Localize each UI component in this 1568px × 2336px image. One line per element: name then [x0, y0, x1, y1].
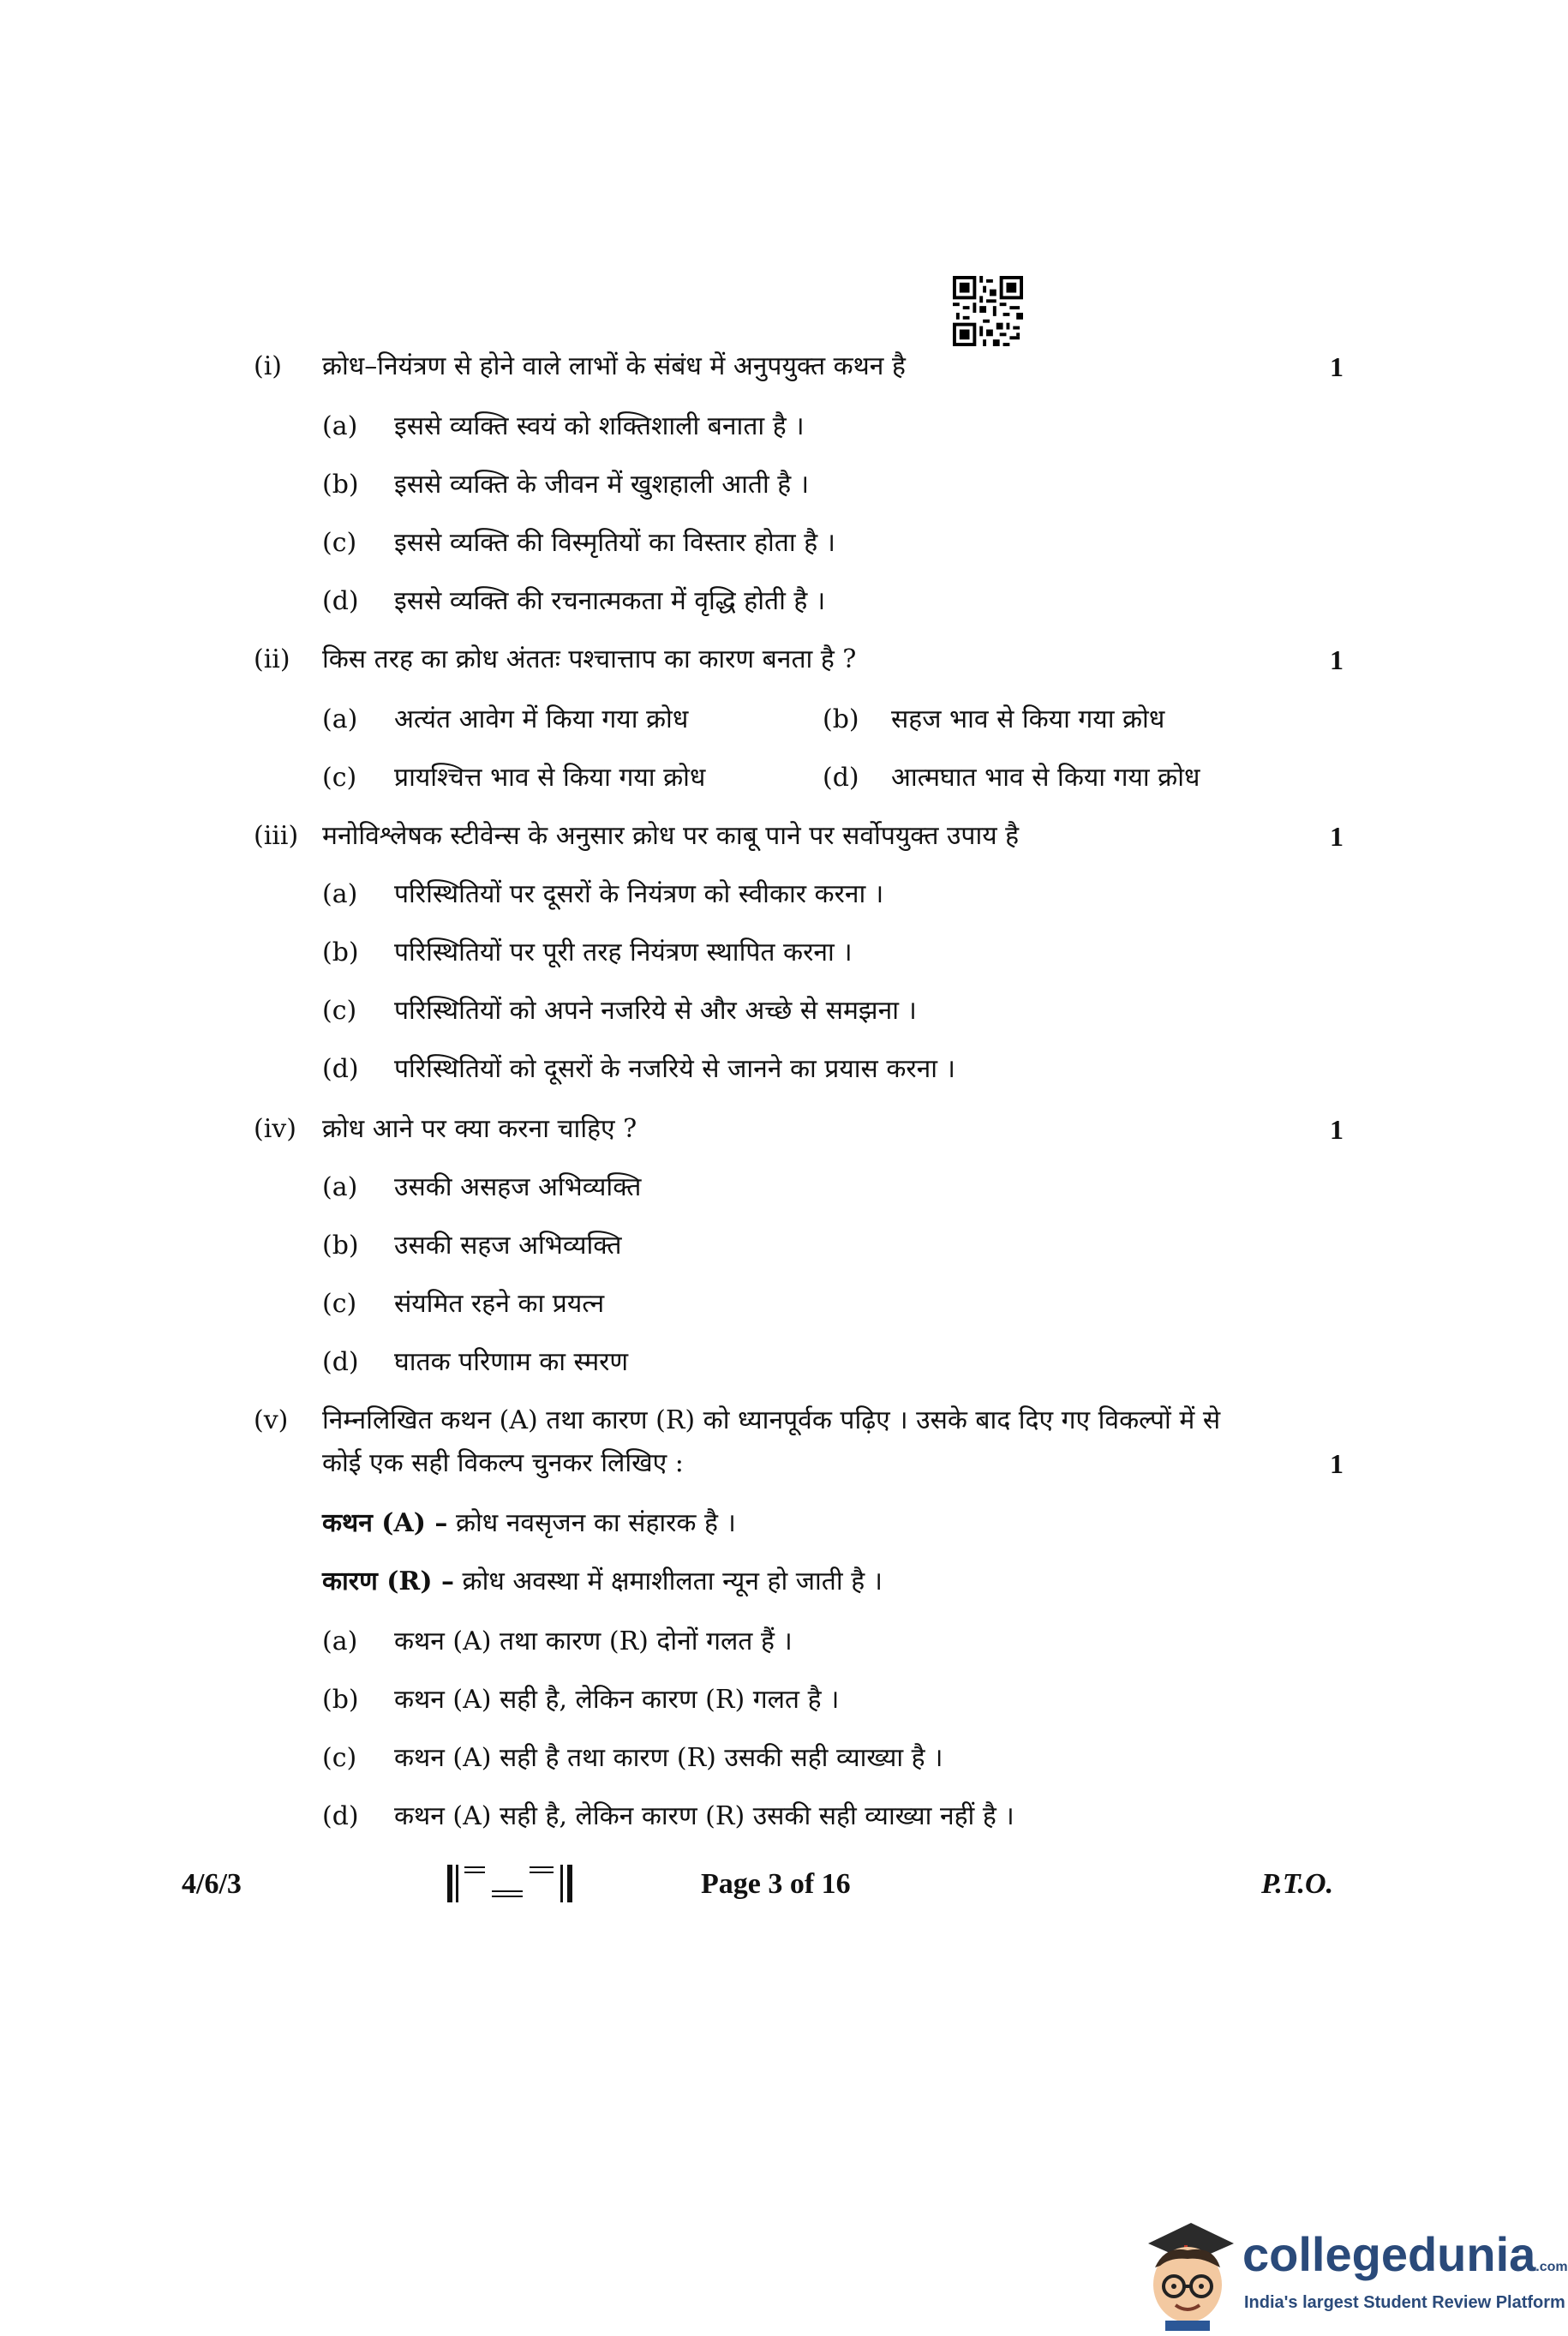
option-text: आत्मघात भाव से किया गया क्रोध — [891, 763, 1200, 793]
option-text: परिस्थितियों पर पूरी तरह नियंत्रण स्थापित करना । — [394, 937, 853, 967]
question-text: क्रोध–नियंत्रण से होने वाले लाभों के संबंध में अनुपयुक्त कथन है — [322, 351, 906, 381]
option-text: घातक परिणाम का स्मरण — [394, 1347, 629, 1377]
question-marks: 1 — [1330, 644, 1344, 675]
question-number: (i) — [254, 351, 283, 381]
pto-label: P.T.O. — [1261, 1868, 1334, 1900]
option-text: परिस्थितियों को दूसरों के नजरिये से जानने का प्रयास करना । — [394, 1054, 955, 1084]
question-text-line-2: कोई एक सही विकल्प चुनकर लिखिए : — [322, 1448, 684, 1478]
question-marks: 1 — [1330, 1448, 1344, 1479]
option-text: कथन (A) सही है, लेकिन कारण (R) उसकी सही व्याख्या नहीं है । — [394, 1801, 1014, 1831]
question-number: (iii) — [254, 821, 299, 851]
option-text: प्रायश्चित्त भाव से किया गया क्रोध — [394, 763, 706, 793]
option-text: अत्यंत आवेग में किया गया क्रोध — [394, 704, 689, 734]
option-label: (b) — [322, 470, 359, 500]
option-label: (d) — [823, 763, 859, 793]
question-text: मनोविश्लेषक स्टीवेन्स के अनुसार क्रोध पर काबू पाने पर सर्वोपयुक्त उपाय है — [322, 821, 1020, 851]
option-label: (d) — [322, 1801, 359, 1831]
option-label: (d) — [322, 1054, 359, 1084]
brand-tagline: India's largest Student Review Platform — [1244, 2293, 1565, 2312]
question-number: (v) — [254, 1405, 289, 1435]
option-label: (c) — [322, 996, 357, 1026]
option-label: (d) — [322, 586, 359, 616]
option-label: (d) — [322, 1347, 359, 1377]
option-text: इससे व्यक्ति की विस्मृतियों का विस्तार होता है । — [394, 528, 836, 558]
option-text: कथन (A) सही है, लेकिन कारण (R) गलत है । — [394, 1685, 840, 1715]
paper-code: 4/6/3 — [182, 1868, 242, 1900]
option-label: (b) — [322, 1685, 359, 1715]
option-label: (a) — [322, 1172, 358, 1202]
qr-code-icon — [953, 276, 1023, 346]
collegedunia-logo — [1131, 2211, 1568, 2331]
question-text: किस तरह का क्रोध अंततः पश्चात्ताप का कारण बनता है ? — [322, 644, 857, 674]
option-text: इससे व्यक्ति के जीवन में खुशहाली आती है । — [394, 470, 810, 500]
question-marks: 1 — [1330, 351, 1344, 382]
brand-wordmark — [1242, 2226, 1568, 2282]
option-label: (c) — [322, 763, 357, 793]
option-text: परिस्थितियों को अपने नजरिये से और अच्छे से समझना । — [394, 996, 917, 1026]
option-label: (a) — [322, 704, 358, 734]
barcode-icon — [447, 1861, 576, 1906]
brand-name: collegedunia — [1242, 2227, 1536, 2281]
question-marks: 1 — [1330, 821, 1344, 852]
option-text: कथन (A) सही है तथा कारण (R) उसकी सही व्याख्या है । — [394, 1743, 943, 1773]
option-text: उसकी सहज अभिव्यक्ति — [394, 1231, 622, 1261]
question-text-line-1: निम्नलिखित कथन (A) तथा कारण (R) को ध्यानपूर्वक पढ़िए । उसके बाद दिए गए विकल्पों में से — [322, 1405, 1221, 1435]
option-text: सहज भाव से किया गया क्रोध — [891, 704, 1165, 734]
option-label: (c) — [322, 528, 357, 558]
option-text: संयमित रहने का प्रयत्न — [394, 1289, 605, 1319]
option-text: इससे व्यक्ति की रचनात्मकता में वृद्धि होती है । — [394, 586, 826, 616]
option-label: (a) — [322, 879, 358, 909]
reason-statement — [322, 1566, 883, 1597]
option-text: उसकी असहज अभिव्यक्ति — [394, 1172, 642, 1202]
option-label: (c) — [322, 1743, 357, 1773]
reason-label: कारण (R) – — [322, 1566, 454, 1596]
option-label: (a) — [322, 1626, 358, 1656]
page-number: Page 3 of 16 — [701, 1868, 851, 1900]
brand-suffix: .com — [1535, 2260, 1568, 2274]
option-text: कथन (A) तथा कारण (R) दोनों गलत हैं । — [394, 1626, 793, 1656]
option-label: (b) — [322, 937, 359, 967]
option-label: (a) — [322, 411, 358, 441]
option-text: इससे व्यक्ति स्वयं को शक्तिशाली बनाता है । — [394, 411, 805, 441]
option-label: (c) — [322, 1289, 357, 1319]
option-label: (b) — [823, 704, 859, 734]
option-label: (b) — [322, 1231, 359, 1261]
student-mascot-icon — [1131, 2211, 1242, 2331]
option-text: परिस्थितियों पर दूसरों के नियंत्रण को स्वीकार करना । — [394, 879, 884, 909]
question-number: (iv) — [254, 1114, 296, 1144]
question-text: क्रोध आने पर क्या करना चाहिए ? — [322, 1114, 637, 1144]
question-number: (ii) — [254, 644, 290, 674]
assertion-statement — [322, 1508, 736, 1539]
assertion-text: क्रोध नवसृजन का संहारक है । — [455, 1508, 736, 1538]
assertion-label: कथन (A) – — [322, 1508, 448, 1538]
reason-text: क्रोध अवस्था में क्षमाशीलता न्यून हो जाती है । — [462, 1566, 883, 1596]
question-marks: 1 — [1330, 1114, 1344, 1145]
